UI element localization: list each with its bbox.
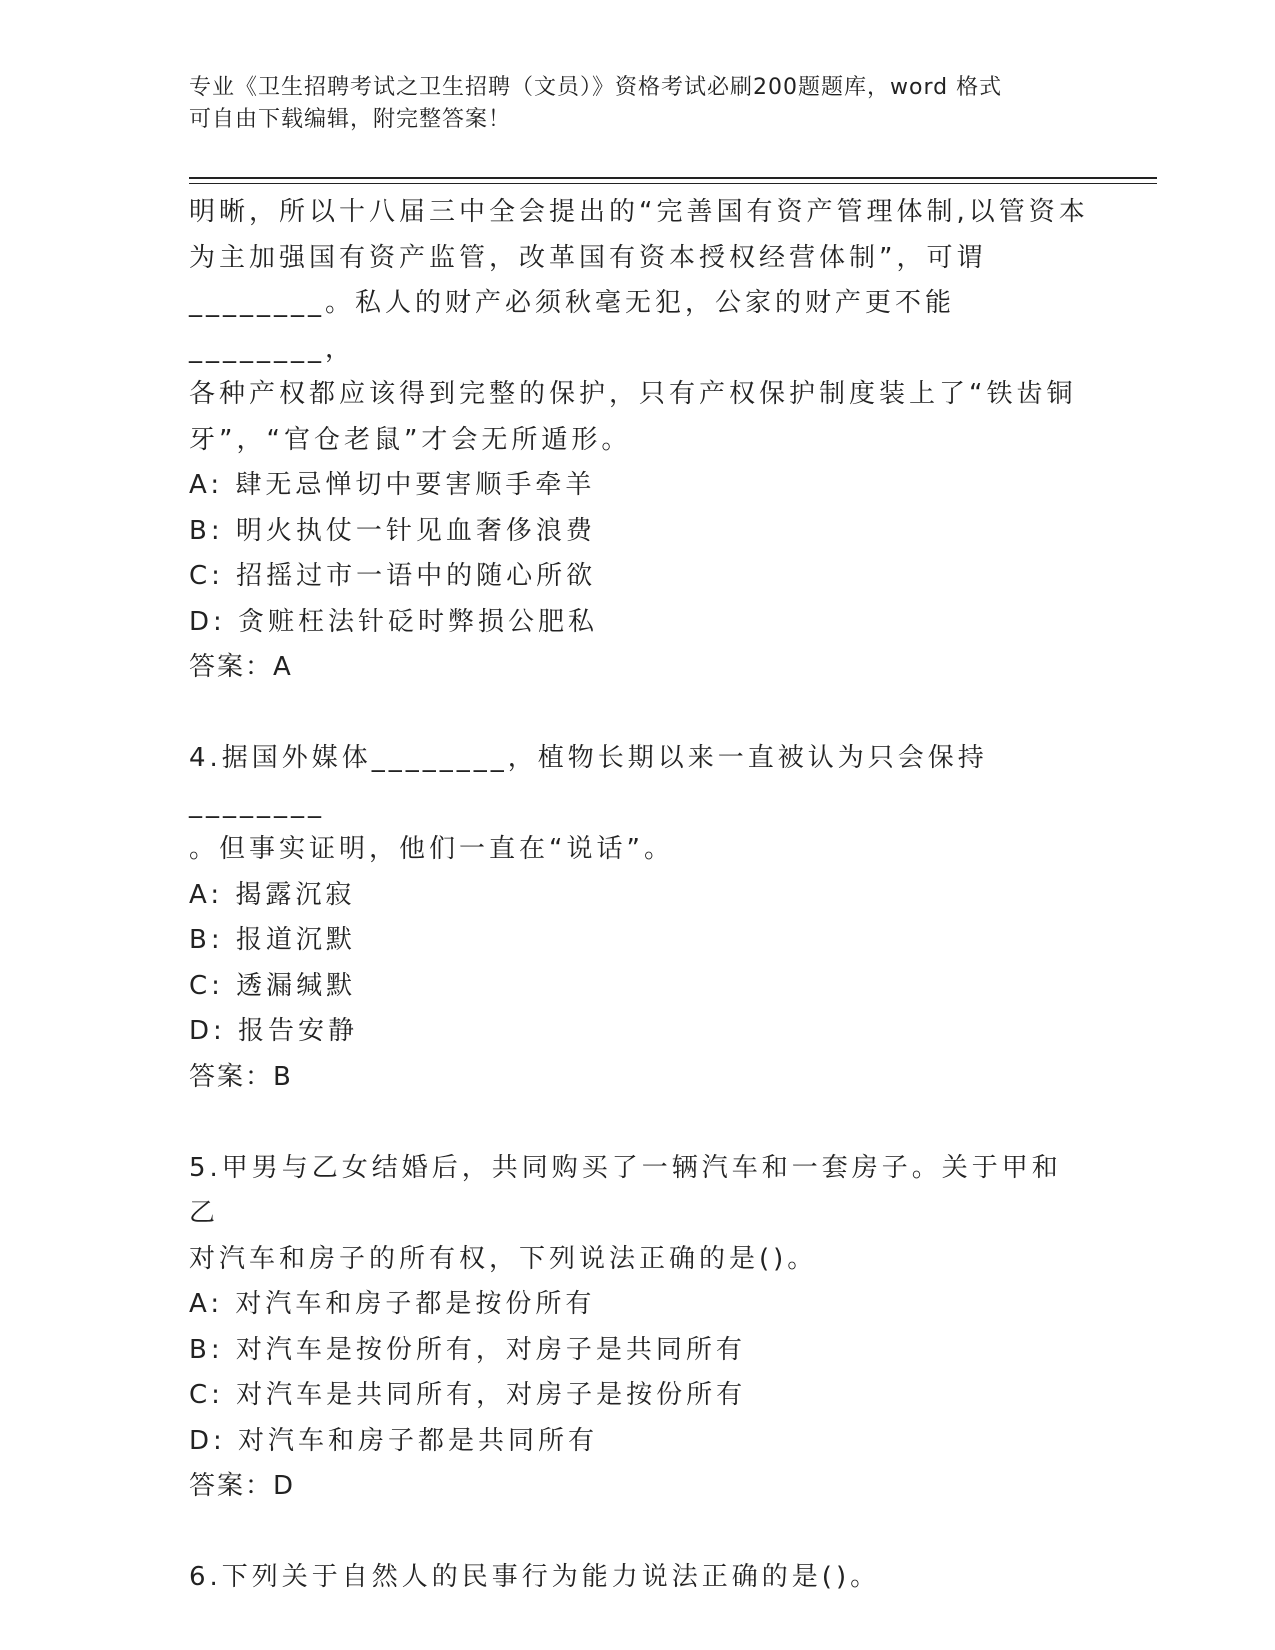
header-line-1: 专业《卫生招聘考试之卫生招聘（文员）》资格考试必刷200题题库，word 格式 <box>189 75 1003 100</box>
option-c: C: 对汽车是共同所有，对房子是按份所有 <box>189 1380 747 1410</box>
question-text-line: 为主加强国有资产监管，改革国有资本授权经营体制”，可谓 <box>189 242 987 273</box>
option-a: A: 肆无忌惮切中要害顺手牵羊 <box>189 470 596 500</box>
header-rule-thin <box>189 183 1157 184</box>
option-b: B: 报道沉默 <box>189 925 356 955</box>
option-c: C: 透漏缄默 <box>189 970 357 1001</box>
question-5 <box>189 1146 1089 1510</box>
question-text-line: 。但事实证明，他们一直在“说话”。 <box>189 834 674 864</box>
question-text-line: 6.下列关于自然人的民事行为能力说法正确的是()。 <box>189 1562 881 1592</box>
option-d: D: 报告安静 <box>189 1016 359 1046</box>
answer: 答案：B <box>189 1061 293 1092</box>
question-text-line: 4.据国外媒体________，植物长期以来一直被认为只会保持________ <box>189 743 988 819</box>
option-c: C: 招摇过市一语中的随心所欲 <box>189 561 597 591</box>
option-b: B: 明火执仗一针见血奢侈浪费 <box>189 515 596 546</box>
question-text-line: 5.甲男与乙女结婚后，共同购买了一辆汽车和一套房子。关于甲和乙 <box>189 1152 1062 1228</box>
question-text-line: ________。私人的财产必须秋毫无犯，公家的财产更不能________， <box>189 288 956 364</box>
option-a: A: 对汽车和房子都是按份所有 <box>189 1289 596 1319</box>
option-b: B: 对汽车是按份所有，对房子是共同所有 <box>189 1334 746 1365</box>
question-3 <box>189 190 1089 691</box>
answer: 答案：D <box>189 1471 296 1501</box>
header-line-2: 可自由下载编辑，附完整答案！ <box>189 107 512 132</box>
option-a: A: 揭露沉寂 <box>189 879 356 910</box>
document-body <box>189 190 1089 1601</box>
answer: 答案：A <box>189 652 293 682</box>
option-d: D: 对汽车和房子都是共同所有 <box>189 1425 599 1456</box>
question-text-line: 对汽车和房子的所有权，下列说法正确的是()。 <box>189 1243 818 1274</box>
header-rule-thick <box>189 177 1157 179</box>
document-header <box>189 72 1089 136</box>
question-text-line: 牙”，“官仓老鼠”才会无所遁形。 <box>189 424 632 455</box>
option-d: D: 贪赃枉法针砭时弊损公肥私 <box>189 606 599 637</box>
question-text-line: 各种产权都应该得到完整的保护，只有产权保护制度装上了“铁齿铜 <box>189 379 1077 409</box>
question-6 <box>189 1555 1089 1601</box>
question-text-line: 明晰，所以十八届三中全会提出的“完善国有资产管理体制,以管资本 <box>189 197 1089 227</box>
question-4 <box>189 736 1089 1100</box>
